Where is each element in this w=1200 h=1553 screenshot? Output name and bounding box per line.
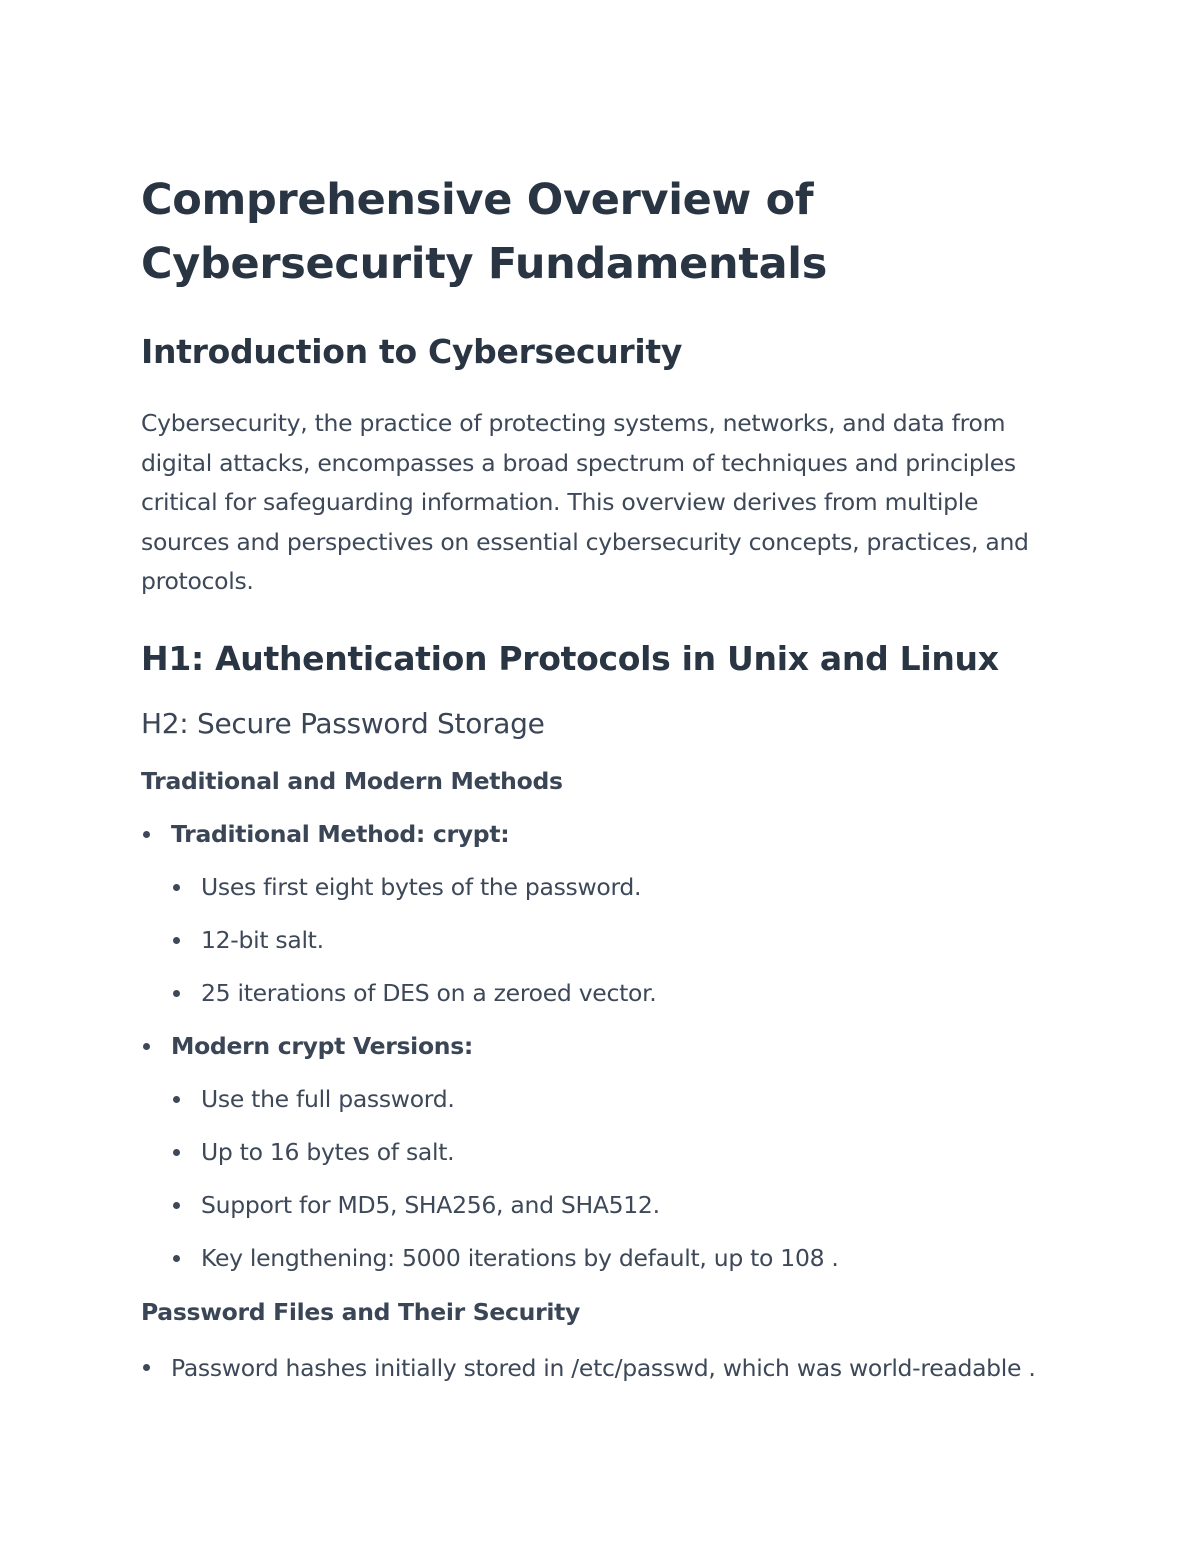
document-title-line-2: Cybersecurity Fundamentals — [141, 239, 828, 289]
list-item-text: 25 iterations of DES on a zeroed vector. — [201, 978, 657, 1007]
bullet-icon — [143, 1043, 150, 1050]
list-item — [171, 1135, 1061, 1169]
list-item — [171, 1082, 1061, 1116]
methods-list — [141, 817, 1061, 1275]
traditional-sublist — [171, 870, 1061, 1010]
bullet-icon — [173, 1149, 180, 1156]
list-item-text: Key lengthening: 5000 iterations by default, up to 108 . — [201, 1243, 839, 1272]
bullet-icon — [173, 990, 180, 997]
bullet-icon — [173, 937, 180, 944]
list-item — [141, 1348, 1061, 1388]
modern-label: Modern crypt Versions: — [171, 1031, 473, 1060]
list-item-text: Up to 16 bytes of salt. — [201, 1137, 455, 1166]
list-item-text: Support for MD5, SHA256, and SHA512. — [201, 1190, 660, 1219]
h1-heading: H1: Authentication Protocols in Unix and Linux — [141, 638, 999, 678]
list-item-text: Uses first eight bytes of the password. — [201, 872, 642, 901]
password-files-list — [141, 1348, 1061, 1388]
list-item-traditional — [141, 817, 1061, 1010]
bullet-icon — [173, 884, 180, 891]
bullet-icon — [173, 1202, 180, 1209]
password-files-heading: Password Files and Their Security — [141, 1297, 581, 1326]
document-page — [141, 168, 1061, 1388]
bullet-icon — [143, 1364, 150, 1371]
list-item-text: Password hashes initially stored in /etc/passwd, which was world-readable . — [171, 1353, 1036, 1382]
list-item-text: 12-bit salt. — [201, 925, 324, 954]
list-item — [171, 923, 1061, 957]
traditional-label: Traditional Method: crypt: — [171, 819, 510, 848]
h2-heading: H2: Secure Password Storage — [141, 706, 545, 740]
methods-heading: Traditional and Modern Methods — [141, 766, 563, 795]
bullet-icon — [173, 1255, 180, 1262]
bullet-icon — [173, 1096, 180, 1103]
list-item-modern — [141, 1029, 1061, 1275]
list-item — [171, 1188, 1061, 1222]
document-title-line-1: Comprehensive Overview of — [141, 175, 814, 225]
document-title — [141, 168, 1061, 296]
intro-heading: Introduction to Cybersecurity — [141, 332, 683, 371]
list-item — [171, 870, 1061, 904]
list-item-text: Use the full password. — [201, 1084, 455, 1113]
list-item — [171, 1241, 1061, 1275]
intro-paragraph: Cybersecurity, the practice of protecting systems, networks, and data from digital attacks, encompasses a broad spectrum of techniques and principles critical for safeguarding information. This overview derives from multiple sources and perspectives on essential cybersecurity concepts, practices, and protocols. — [141, 409, 1029, 595]
list-item — [171, 976, 1061, 1010]
bullet-icon — [143, 831, 150, 838]
modern-sublist — [171, 1082, 1061, 1275]
